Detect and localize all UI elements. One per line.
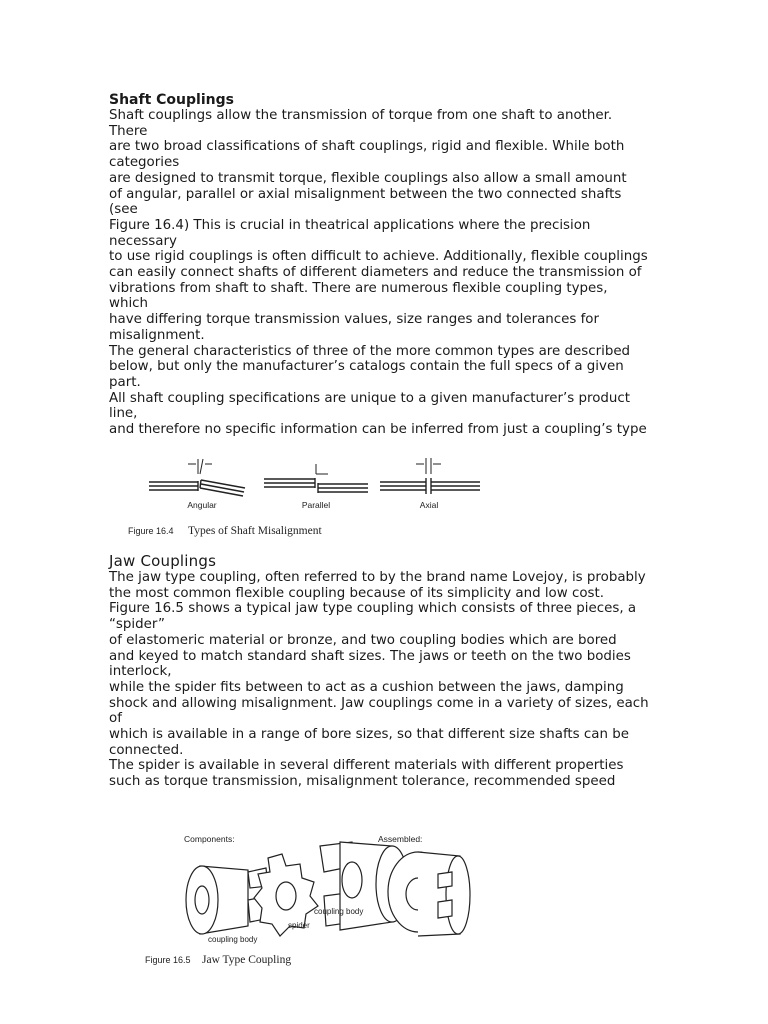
figure-caption: Jaw Type Coupling [202, 954, 292, 966]
text-line: the most common flexible coupling because of its simplicity and low cost. [109, 585, 604, 601]
text-line: Shaft couplings allow the transmission of torque from one shaft to another. [109, 108, 613, 123]
section-title: Shaft Couplings [109, 92, 234, 108]
text-line: vibrations from shaft to shaft. There are numerous flexible coupling types, [109, 280, 608, 296]
label-coupling-body-left: coupling body [208, 935, 258, 944]
axial-misalignment-diagram [380, 458, 480, 494]
text-line: of elastomeric material or bronze, and two coupling bodies which are bored [109, 632, 617, 648]
text-line: All shaft coupling specifications are unique to a given manufacturer’s product [109, 390, 630, 406]
label-components: Components: [184, 834, 235, 844]
angular-misalignment-diagram [149, 459, 245, 496]
text-line: which [109, 296, 149, 312]
text-line: of angular, parallel or axial misalignment between the two connected shafts [109, 186, 622, 202]
figure-number: Figure 16.4 [128, 526, 174, 536]
text-line: The general characteristics of three of the more common types are described [109, 343, 631, 359]
text-line: such as torque transmission, misalignment tolerance, recommended speed [109, 774, 616, 790]
text-line: can easily connect shafts of different diameters and reduce the transmission of [109, 265, 642, 281]
text-line: are designed to transmit torque, flexible couplings also allow a small amount [109, 170, 627, 186]
text-line: and keyed to match standard shaft sizes. The jaws or teeth on the two bodies [109, 648, 631, 664]
figure-16-5 [140, 826, 480, 971]
text-line: The jaw type coupling, often referred to by the brand name Lovejoy, is probably [109, 570, 646, 585]
section-shaft-couplings [109, 92, 749, 438]
section-body [109, 570, 749, 790]
text-line: Figure 16.4) This is crucial in theatrical applications where the precision [109, 217, 591, 233]
text-line: categories [109, 155, 180, 171]
text-line: Figure 16.5 shows a typical jaw type coupling which consists of three pieces, a [109, 601, 637, 617]
text-line: and therefore no specific information can be inferred from just a coupling’s type [109, 422, 647, 438]
label-spider: spider [288, 921, 310, 930]
text-line: necessary [109, 233, 177, 249]
label-parallel: Parallel [301, 500, 331, 510]
section-title: Jaw Couplings [109, 552, 217, 570]
label-coupling-body-right: coupling body [314, 907, 364, 916]
text-line: misalignment. [109, 327, 205, 343]
label-axial: Axial [419, 500, 439, 510]
figure-16-4 [128, 452, 500, 542]
text-line: (see [109, 202, 138, 218]
text-line: line, [109, 406, 138, 422]
parallel-misalignment-diagram [264, 464, 368, 493]
text-line: “spider” [109, 617, 165, 633]
text-line: below, but only the manufacturer’s catalogs contain the full specs of a given [109, 359, 624, 375]
text-line: which is available in a range of bore sizes, so that different size shafts can be [109, 727, 629, 743]
figure-number: Figure 16.5 [145, 955, 191, 965]
text-line: have differing torque transmission values, size ranges and tolerances for [109, 312, 600, 328]
text-line: of [109, 711, 122, 727]
text-line: are two broad classifications of shaft couplings, rigid and flexible. While both [109, 139, 625, 155]
assembled-coupling-diagram [388, 852, 470, 936]
label-assembled: Assembled: [378, 834, 423, 844]
figure-caption: Types of Shaft Misalignment [188, 525, 322, 537]
text-line: while the spider fits between to act as a cushion between the jaws, damping [109, 679, 624, 695]
text-line: There [109, 123, 148, 139]
label-angular: Angular [187, 500, 217, 510]
text-line: to use rigid couplings is often difficult to achieve. Additionally, flexible couplings [109, 249, 648, 265]
text-line: part. [109, 374, 141, 390]
text-line: shock and allowing misalignment. Jaw couplings come in a variety of sizes, each [109, 695, 649, 711]
text-line: interlock, [109, 664, 172, 680]
text-line: The spider is available in several different materials with different properties [109, 758, 624, 774]
text-line: connected. [109, 742, 184, 758]
section-body [109, 108, 749, 438]
section-jaw-couplings [109, 553, 749, 790]
